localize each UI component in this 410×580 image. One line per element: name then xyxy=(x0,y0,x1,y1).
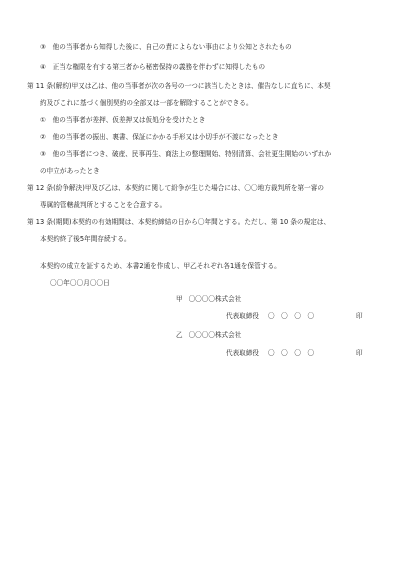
clause-12-heading: 第 12 条(紛争解決)甲及び乙は、本契約に関して紛争が生じた場合には、〇〇地方裁判所を第一審の xyxy=(27,184,325,192)
party-a-rep-title: 代表取締役 xyxy=(226,312,259,320)
closing-statement: 本契約の成立を証するため、本書2通を作成し、甲乙それぞれ各1通を保管する。 xyxy=(40,262,281,270)
contract-date: 〇〇年〇〇月〇〇日 xyxy=(50,279,110,287)
party-b-seal-mark: 印 xyxy=(356,349,363,357)
clause-10-item-4: ④ 正当な権限を有する第三者から秘密保持の義務を伴わずに知得したもの xyxy=(40,63,266,71)
party-a-company: 〇〇〇〇株式会社 xyxy=(188,295,242,303)
clause-13-continuation: 本契約終了後5年間存続する。 xyxy=(40,235,131,243)
party-a-seal-mark: 印 xyxy=(356,312,363,320)
party-b-rep-title: 代表取締役 xyxy=(226,349,259,357)
party-a-label: 甲 xyxy=(176,295,183,303)
clause-10-item-3: ③ 他の当事者から知得した後に、自己の責によらない事由により公知とされたもの xyxy=(40,43,292,51)
clause-11-item-3: ③ 他の当事者につき、破産、民事再生、商法上の整理開始、特別清算、会社更生開始のいずれか xyxy=(40,150,332,158)
clause-11-continuation: 約及びこれに基づく個別契約の全部又は一部を解除することができる。 xyxy=(40,99,253,107)
clause-12-continuation: 専属的管轄裁判所とすることを合意する。 xyxy=(40,201,167,209)
party-b-rep-name: 〇 〇 〇 〇 xyxy=(268,349,315,357)
party-a-rep-name: 〇 〇 〇 〇 xyxy=(268,312,315,320)
party-b-company: 〇〇〇〇株式会社 xyxy=(188,331,242,339)
clause-11-heading: 第 11 条(解約)甲又は乙は、他の当事者が次の各号の一つに該当したときは、催告なしに直ちに、本契 xyxy=(27,82,331,90)
party-a-block xyxy=(176,295,241,304)
party-b-block xyxy=(176,331,241,340)
party-b-label: 乙 xyxy=(176,331,183,339)
clause-13-heading: 第 13 条(期間)本契約の有効期間は、本契約締結の日から〇年間とする。ただし、第 10 条の規定は、 xyxy=(27,218,331,226)
clause-11-item-2: ② 他の当事者の振出、裏書、保証にかかる手形又は小切手が不渡になったとき xyxy=(40,133,279,141)
clause-11-item-1: ① 他の当事者が差押、仮差押又は仮処分を受けたとき xyxy=(40,116,206,124)
clause-11-item-3-continuation: の申立があったとき xyxy=(40,167,100,175)
